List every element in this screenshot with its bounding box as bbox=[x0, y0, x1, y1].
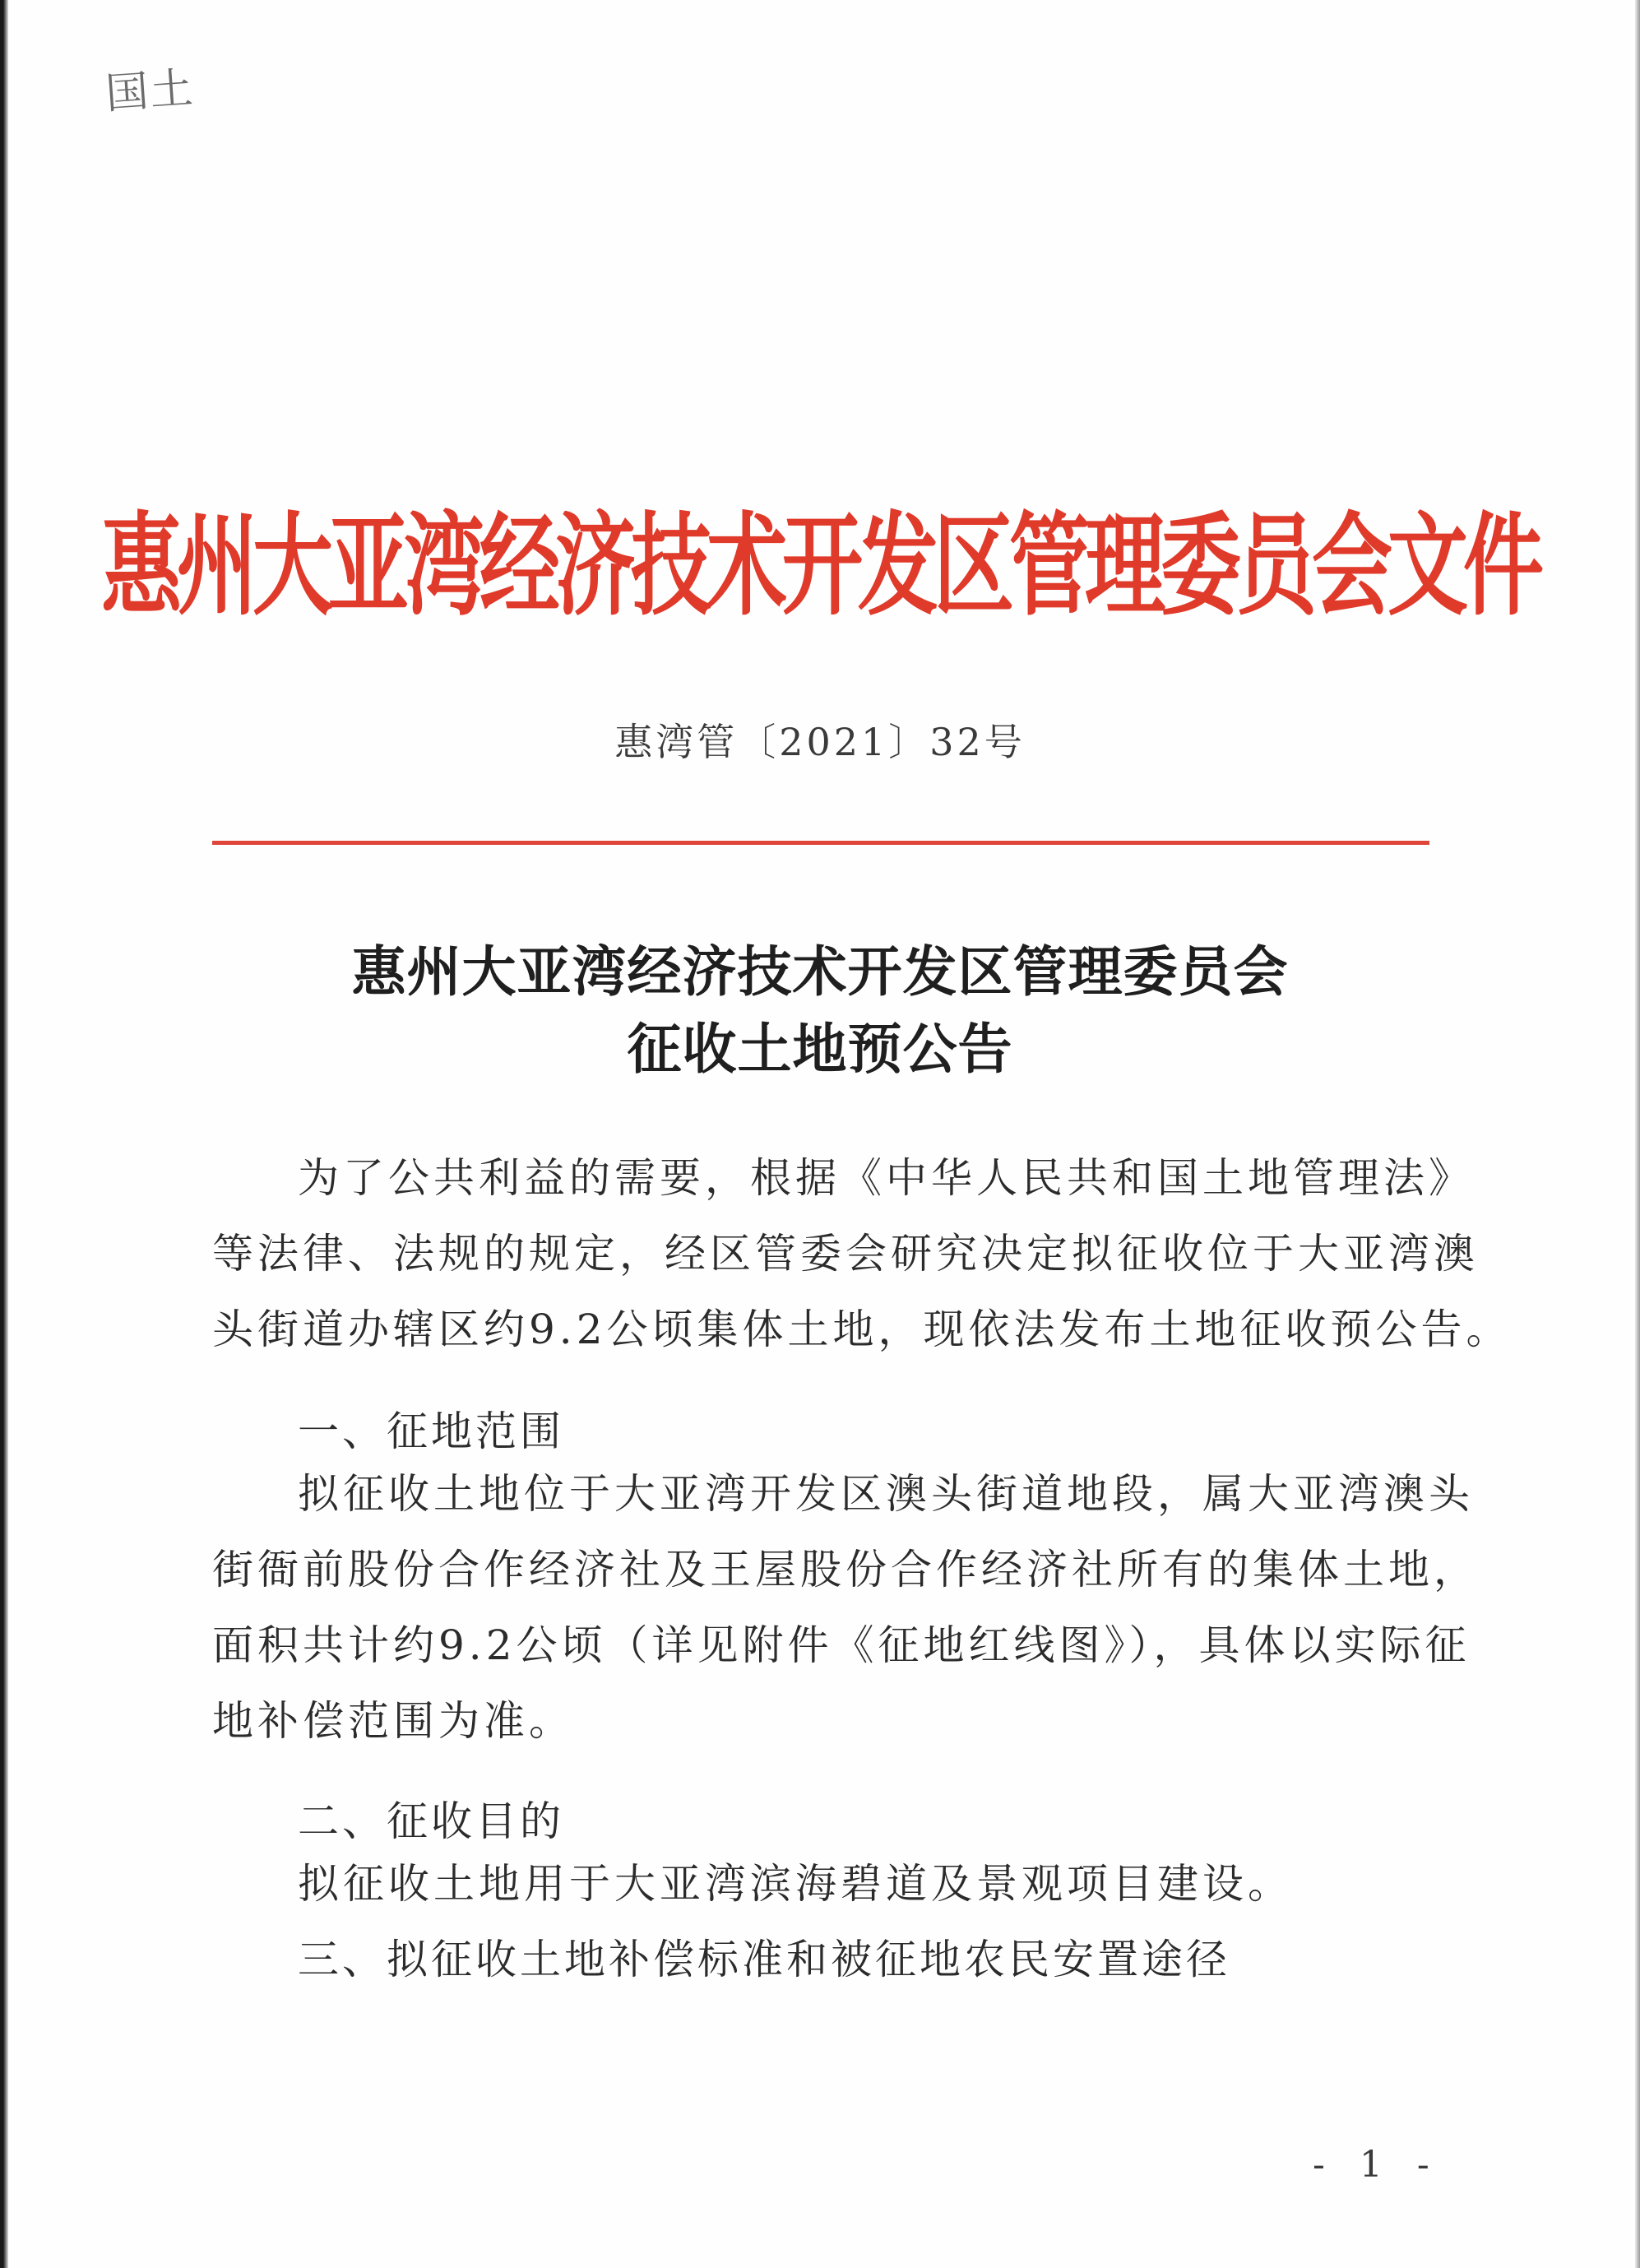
section-2-line: 拟征收土地用于大亚湾滨海碧道及景观项目建设。 bbox=[298, 1860, 1293, 1908]
page-number: - 1 - bbox=[1313, 2144, 1441, 2186]
red-header-title: 惠州大亚湾经济技术开发区管理委员会文件 bbox=[100, 500, 1539, 632]
section-1-line: 街衙前股份合作经济社及王屋股份合作经济社所有的集体土地， bbox=[212, 1546, 1479, 1593]
scan-edge-right bbox=[1635, 0, 1640, 2268]
intro-line: 等法律、法规的规定，经区管委会研究决定拟征收位于大亚湾澳 bbox=[212, 1230, 1479, 1278]
section-2-heading: 二、征收目的 bbox=[298, 1797, 564, 1845]
section-1-line: 拟征收土地位于大亚湾开发区澳头街道地段，属大亚湾澳头 bbox=[298, 1470, 1474, 1518]
document-number: 惠湾管〔2021〕32号 bbox=[614, 720, 1026, 764]
section-1-paragraph bbox=[212, 1456, 1479, 1759]
scan-edge-left bbox=[0, 0, 8, 2268]
section-3-heading: 三、拟征收土地补偿标准和被征地农民安置途径 bbox=[298, 1936, 1230, 1983]
section-1-heading: 一、征地范围 bbox=[298, 1408, 564, 1455]
intro-line: 头街道办辖区约9.2公顷集体土地，现依法发布土地征收预公告。 bbox=[212, 1306, 1512, 1353]
document-title-line-1: 惠州大亚湾经济技术开发区管理委员会 bbox=[351, 939, 1289, 1004]
handwritten-note: 国土 bbox=[104, 63, 197, 119]
intro-line: 为了公共利益的需要，根据《中华人民共和国土地管理法》 bbox=[298, 1154, 1474, 1202]
document-title-line-2: 征收土地预公告 bbox=[627, 1017, 1013, 1081]
section-1-line: 地补偿范围为准。 bbox=[212, 1697, 574, 1745]
section-1-line: 面积共计约9.2公顷（详见附件《征地红线图》），具体以实际征 bbox=[212, 1621, 1471, 1669]
red-divider-line bbox=[212, 841, 1429, 845]
intro-paragraph bbox=[212, 1140, 1512, 1367]
section-2-paragraph bbox=[212, 1846, 1429, 1922]
